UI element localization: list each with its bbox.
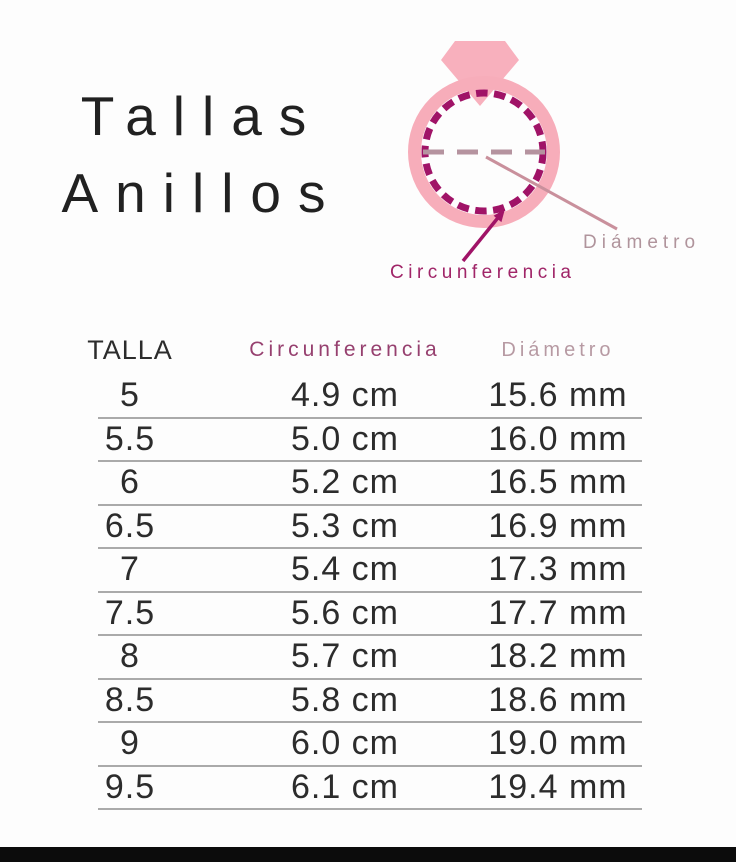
cell-talla: 5 <box>120 376 140 415</box>
size-table-body <box>98 375 642 810</box>
circumference-label: Circunferencia <box>390 262 576 283</box>
cell-talla: 9.5 <box>104 767 156 806</box>
cell-circunferencia: 5.0 cm <box>290 419 400 458</box>
title-line-2: Anillos <box>61 162 343 224</box>
cell-circunferencia: 5.3 cm <box>290 506 400 545</box>
cell-talla: 7.5 <box>104 593 156 632</box>
cell-circunferencia: 5.6 cm <box>290 593 400 632</box>
table-row <box>98 593 642 637</box>
cell-circunferencia: 5.8 cm <box>290 680 400 719</box>
ring-diagram <box>370 10 736 300</box>
table-row <box>98 636 642 680</box>
cell-talla: 8.5 <box>104 680 156 719</box>
table-row <box>98 680 642 724</box>
cell-diametro: 16.0 mm <box>488 419 628 458</box>
table-row <box>98 462 642 506</box>
table-row <box>98 419 642 463</box>
title-line-1: Tallas <box>80 85 324 147</box>
page-title <box>0 78 394 232</box>
cell-diametro: 15.6 mm <box>488 376 628 415</box>
cell-circunferencia: 5.2 cm <box>290 463 400 502</box>
cell-diametro: 16.9 mm <box>488 506 628 545</box>
table-row <box>98 375 642 419</box>
column-header-circunferencia: Circunferencia <box>249 338 441 361</box>
cell-talla: 9 <box>120 724 140 763</box>
cell-circunferencia: 6.0 cm <box>290 724 400 763</box>
column-header-diametro: Diámetro <box>501 338 615 361</box>
cell-diametro: 18.6 mm <box>488 680 628 719</box>
cell-diametro: 18.2 mm <box>488 637 628 676</box>
cell-talla: 6 <box>120 463 140 502</box>
size-table <box>87 325 642 810</box>
cell-talla: 5.5 <box>104 419 156 458</box>
cell-diametro: 17.7 mm <box>488 593 628 632</box>
column-header-talla: TALLA <box>87 334 173 365</box>
bottom-black-bar <box>0 847 736 862</box>
table-row <box>98 549 642 593</box>
table-row <box>98 723 642 767</box>
cell-talla: 6.5 <box>104 506 156 545</box>
cell-talla: 7 <box>120 550 140 589</box>
diameter-label: Diámetro <box>583 232 701 253</box>
size-table-header <box>87 325 642 375</box>
cell-diametro: 17.3 mm <box>488 550 628 589</box>
cell-circunferencia: 4.9 cm <box>290 376 400 415</box>
cell-talla: 8 <box>120 637 140 676</box>
cell-circunferencia: 6.1 cm <box>290 767 400 806</box>
table-row <box>98 506 642 550</box>
cell-diametro: 19.0 mm <box>488 724 628 763</box>
cell-diametro: 19.4 mm <box>488 767 628 806</box>
cell-circunferencia: 5.7 cm <box>290 637 400 676</box>
cell-circunferencia: 5.4 cm <box>290 550 400 589</box>
cell-diametro: 16.5 mm <box>488 463 628 502</box>
table-row <box>98 767 642 811</box>
